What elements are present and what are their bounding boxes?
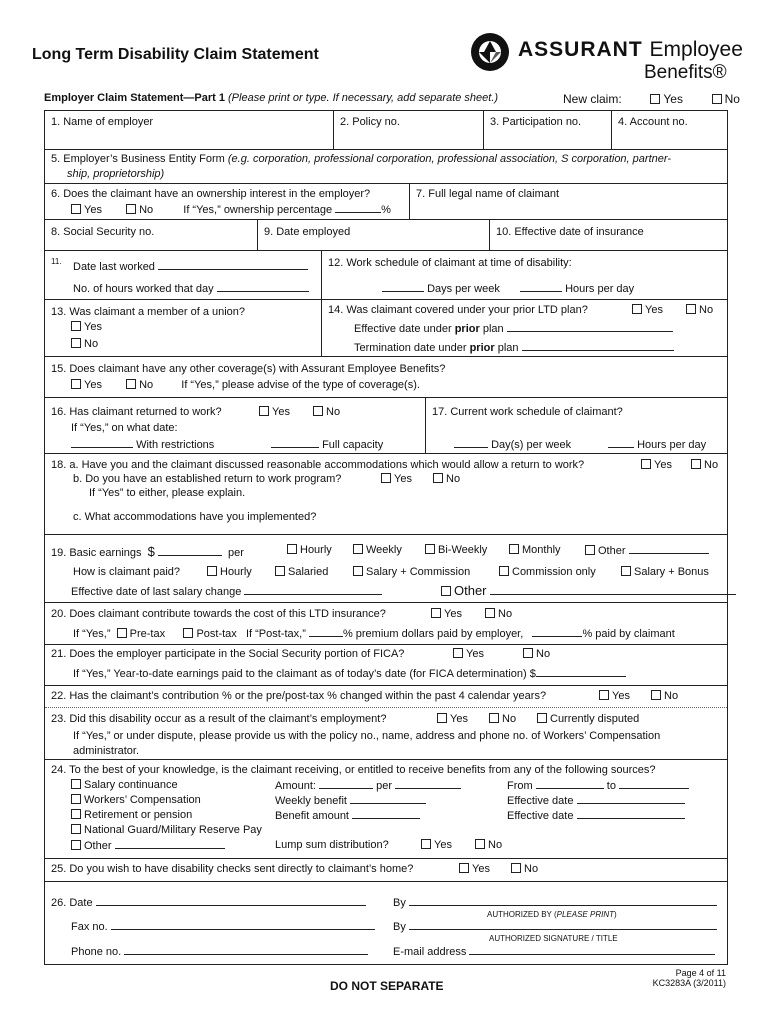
with-restrictions-input[interactable] [71,438,133,448]
current-days-input[interactable] [454,438,488,448]
page-title: Long Term Disability Claim Statement [32,46,319,63]
benefit-other-checkbox[interactable] [71,840,81,850]
basic-earnings-input[interactable] [158,546,222,556]
hours-worked-input[interactable] [217,282,309,292]
contribute-question: 20. Does claimant contribute towards the cost of this LTD insurance? [51,608,386,620]
lump-sum-label: Lump sum distribution? [275,839,389,851]
new-claim-label: New claim: [563,92,622,106]
union-question: 13. Was claimant a member of a union? [51,306,246,318]
rtw-yes-checkbox[interactable] [381,473,391,483]
authorized-signature-input[interactable] [409,920,717,930]
prior-ltd-yes-checkbox[interactable] [632,304,642,314]
page-number: Page 4 of 11 [675,968,726,978]
contribute-no-checkbox[interactable] [485,608,495,618]
accommodations-yes-checkbox[interactable] [641,459,651,469]
policy-no-field[interactable]: 2. Policy no. [333,111,484,149]
checks-home-question: 25. Do you wish to have disability checks sent directly to claimant’s home? [51,863,414,875]
salary-change-date-input[interactable] [244,585,382,595]
posttax-checkbox[interactable] [183,628,193,638]
new-claim-no-label: No [724,92,740,106]
business-entity-examples-cont: ship, proprietorship) [67,168,165,180]
full-legal-name-field[interactable]: 7. Full legal name of claimant [409,184,727,219]
logo-benefits: Benefits® [644,62,727,83]
employer-pct-input[interactable] [309,627,343,637]
earn-weekly-checkbox[interactable] [353,544,363,554]
ownership-percentage-input[interactable] [335,203,381,213]
benefit-amount-input[interactable] [352,809,420,819]
do-not-separate: DO NOT SEPARATE [330,979,444,993]
row-other-coverage: 15. Does claimant have any other coverage(s) with Assurant Employee Benefits? Yes No If “Yes,” please advise of the type of coverage(s). [45,357,727,398]
ownership-yes-checkbox[interactable] [71,204,81,214]
claimant-pct-input[interactable] [532,627,582,637]
current-schedule-label: 17. Current work schedule of claimant? [432,406,623,418]
fica-question: 21. Does the employer participate in the Social Security portion of FICA? [51,648,405,660]
row-earnings: 19. Basic earnings $ per Hourly Weekly Bi-Weekly Monthly Other How is claimant paid? Hourly Salaried Salary + Commission Commission only Salary + Bonus Effective date of last salary change Other [45,535,727,603]
ytd-earnings-input[interactable] [536,667,626,677]
section-subhead [44,92,498,104]
business-entity-examples: (e.g. corporation, professional corporation, professional association, S corporation, partner- [227,153,671,165]
national-guard-checkbox[interactable] [71,824,81,834]
row-employment-related: 23. Did this disability occur as a result of the claimant’s employment? Yes No Currently disputed If “Yes,” or under dispute, please provide us with the policy no., name, address and phone no. of Workers’ Compensation administrator. [45,708,727,760]
earn-other-checkbox[interactable] [585,545,595,555]
checks-no-checkbox[interactable] [511,863,521,873]
paid-commission-checkbox[interactable] [499,566,509,576]
participation-no-field[interactable]: 3. Participation no. [483,111,612,149]
claim-form [44,110,728,965]
full-capacity-input[interactable] [271,438,319,448]
assurant-logo [470,30,743,90]
new-claim-yes-checkbox[interactable] [650,94,660,104]
weekly-effective-input[interactable] [577,794,685,804]
paid-salary-commission-checkbox[interactable] [353,566,363,576]
returned-yes-checkbox[interactable] [259,406,269,416]
retirement-checkbox[interactable] [71,809,81,819]
new-claim-yes-label: Yes [663,92,683,106]
fax-input[interactable] [111,920,375,930]
benefit-other-input[interactable] [115,839,225,849]
authorized-by-input[interactable] [409,896,717,906]
ssn-field[interactable]: 8. Social Security no. [51,226,155,238]
prior-ltd-question: 14. Was claimant covered under your prior LTD plan? [328,304,588,316]
row-employer [45,111,727,150]
section-title: Employer Claim Statement—Part 1 [44,92,225,104]
paid-hourly-checkbox[interactable] [207,566,217,576]
earn-biweekly-checkbox[interactable] [425,544,435,554]
workers-comp-checkbox[interactable] [71,794,81,804]
row-business-entity[interactable] [45,150,727,184]
authorized-signature-caption: AUTHORIZED SIGNATURE / TITLE [489,934,618,943]
effective-date-insurance-field[interactable]: 10. Effective date of insurance [489,220,727,250]
other-benefits-question: 24. To the best of your knowledge, is the claimant receiving, or entitled to receive benefits from any of the following sources? [51,764,656,776]
business-entity-label: 5. Employer’s Business Entity Form [51,153,228,165]
ownership-no-checkbox[interactable] [126,204,136,214]
row-fica: 21. Does the employer participate in the Social Security portion of FICA? Yes No If “Yes,” Year-to-date earnings paid to the claimant as of today’s date (for FICA determination) $ [45,645,727,686]
row-ownership: 6. Does the claimant have an ownership interest in the employer? Yes No If “Yes,” ownership percentage % 7. Full legal name of claimant [45,184,727,220]
prior-ltd-no-checkbox[interactable] [686,304,696,314]
union-yes-checkbox[interactable] [71,321,81,331]
new-claim [563,92,740,106]
new-claim-no-checkbox[interactable] [712,94,722,104]
hours-per-day-input[interactable] [520,282,562,292]
paid-salary-bonus-checkbox[interactable] [621,566,631,576]
returned-no-checkbox[interactable] [313,406,323,416]
row-checks-home: 25. Do you wish to have disability checks sent directly to claimant’s home? Yes No [45,859,727,882]
accommodations-no-checkbox[interactable] [691,459,701,469]
weekly-benefit-input[interactable] [350,794,426,804]
lump-yes-checkbox[interactable] [421,839,431,849]
page-footer [640,968,726,988]
paid-other-input[interactable] [490,585,736,595]
section-instructions: (Please print or type. If necessary, add separate sheet.) [228,92,499,104]
employment-no-checkbox[interactable] [489,713,499,723]
earn-other-input[interactable] [629,544,709,554]
pretax-checkbox[interactable] [117,628,127,638]
earn-hourly-checkbox[interactable] [287,544,297,554]
disputed-checkbox[interactable] [537,713,547,723]
current-hours-input[interactable] [608,438,634,448]
amount-per-input[interactable] [395,779,461,789]
row-accommodations: 18. a. Have you and the claimant discussed reasonable accommodations which would allow a return to work? Yes No b. Do you have an established return to work program? Yes No If “Yes” to either, please explain. c. What accommodations have you implemented? [45,454,727,535]
employment-related-question: 23. Did this disability occur as a result of the claimant’s employment? [51,713,387,725]
paid-other-checkbox[interactable] [441,586,451,596]
logo-employee: Employee [649,38,743,61]
amount-input[interactable] [319,779,373,789]
prior-plan-effective-input[interactable] [507,322,673,332]
name-of-employer-field[interactable]: 1. Name of employer [51,116,154,128]
work-schedule-label: 12. Work schedule of claimant at time of disability: [328,257,572,269]
date-last-worked-input[interactable] [158,260,308,270]
phone-input[interactable] [124,945,368,955]
change-no-checkbox[interactable] [651,690,661,700]
row-other-benefits: 24. To the best of your knowledge, is the claimant receiving, or entitled to receive benefits from any of the following sources? Salary continuance Workers’ Compensation Retirement or pension National Guard/Military Reserve Pay Other Amount: per From to Weekly benefit Effective date Benefit amount Effective date Lump sum distribution? Yes No [45,760,727,859]
checks-yes-checkbox[interactable] [459,863,469,873]
other-coverage-question: 15. Does claimant have any other coverage(s) with Assurant Employee Benefits? [51,363,446,375]
days-per-week-input[interactable] [382,282,424,292]
salary-continuance-checkbox[interactable] [71,779,81,789]
fica-yes-checkbox[interactable] [453,648,463,658]
logo-brand: ASSURANT [518,38,643,61]
fica-no-checkbox[interactable] [523,648,533,658]
assurant-mark-icon [470,32,510,72]
change-yes-checkbox[interactable] [599,690,609,700]
row-contribute: 20. Does claimant contribute towards the cost of this LTD insurance? Yes No If “Yes,” Pre-tax Post-tax If “Post-tax,” % premium dollars paid by employer, % paid by claimant [45,603,727,645]
union-no-checkbox[interactable] [71,338,81,348]
rtw-no-checkbox[interactable] [433,473,443,483]
rtw-program-question: b. Do you have an established return to work program? [73,473,342,485]
row-contribution-change: 22. Has the claimant’s contribution % or the pre/post-tax % changed within the past 4 calendar years? Yes No [45,686,727,708]
row-last-worked: 11. Date last worked No. of hours worked that day 12. Work schedule of claimant at time of disability: Days per week Hours per day [45,251,727,300]
row-union: 13. Was claimant a member of a union? Yes No 14. Was claimant covered under your prior LTD plan? Yes No Effective date under prior plan Termination date under prior plan [45,300,727,357]
other-coverage-yes-checkbox[interactable] [71,379,81,389]
other-coverage-no-checkbox[interactable] [126,379,136,389]
benefit-effective-input[interactable] [577,809,685,819]
from-date-input[interactable] [536,779,604,789]
contribute-yes-checkbox[interactable] [431,608,441,618]
row-ssn [45,220,727,251]
accommodations-question: 18. a. Have you and the claimant discussed reasonable accommodations which would allow a return to work? [51,459,585,471]
ownership-question: 6. Does the claimant have an ownership interest in the employer? [51,188,371,200]
paid-salaried-checkbox[interactable] [275,566,285,576]
contribution-change-question: 22. Has the claimant’s contribution % or the pre/post-tax % changed within the past 4 calendar years? [51,690,547,702]
prior-plan-termination-input[interactable] [522,341,674,351]
accommodations-implemented[interactable]: c. What accommodations have you implemented? [73,511,317,523]
date-employed-field[interactable]: 9. Date employed [257,220,490,250]
to-date-input[interactable] [619,779,689,789]
row-returned: 16. Has claimant returned to work? Yes No If “Yes,” on what date: With restrictions Full capacity 17. Current work schedule of claimant? Day(s) per week Hours per day [45,398,727,454]
form-code: KC3283A (3/2011) [652,978,726,988]
how-paid-label: How is claimant paid? [73,566,180,578]
account-no-field[interactable]: 4. Account no. [611,111,727,149]
date-input[interactable] [96,896,366,906]
row-signature: 26. Date Fax no. Phone no. By AUTHORIZED BY (PLEASE PRINT) By AUTHORIZED SIGNATURE / TITLE E-mail address [45,882,727,964]
authorized-by-caption: AUTHORIZED BY (PLEASE PRINT) [487,910,617,919]
earn-monthly-checkbox[interactable] [509,544,519,554]
employment-yes-checkbox[interactable] [437,713,447,723]
lump-no-checkbox[interactable] [475,839,485,849]
email-input[interactable] [469,945,715,955]
returned-question: 16. Has claimant returned to work? [51,406,222,418]
